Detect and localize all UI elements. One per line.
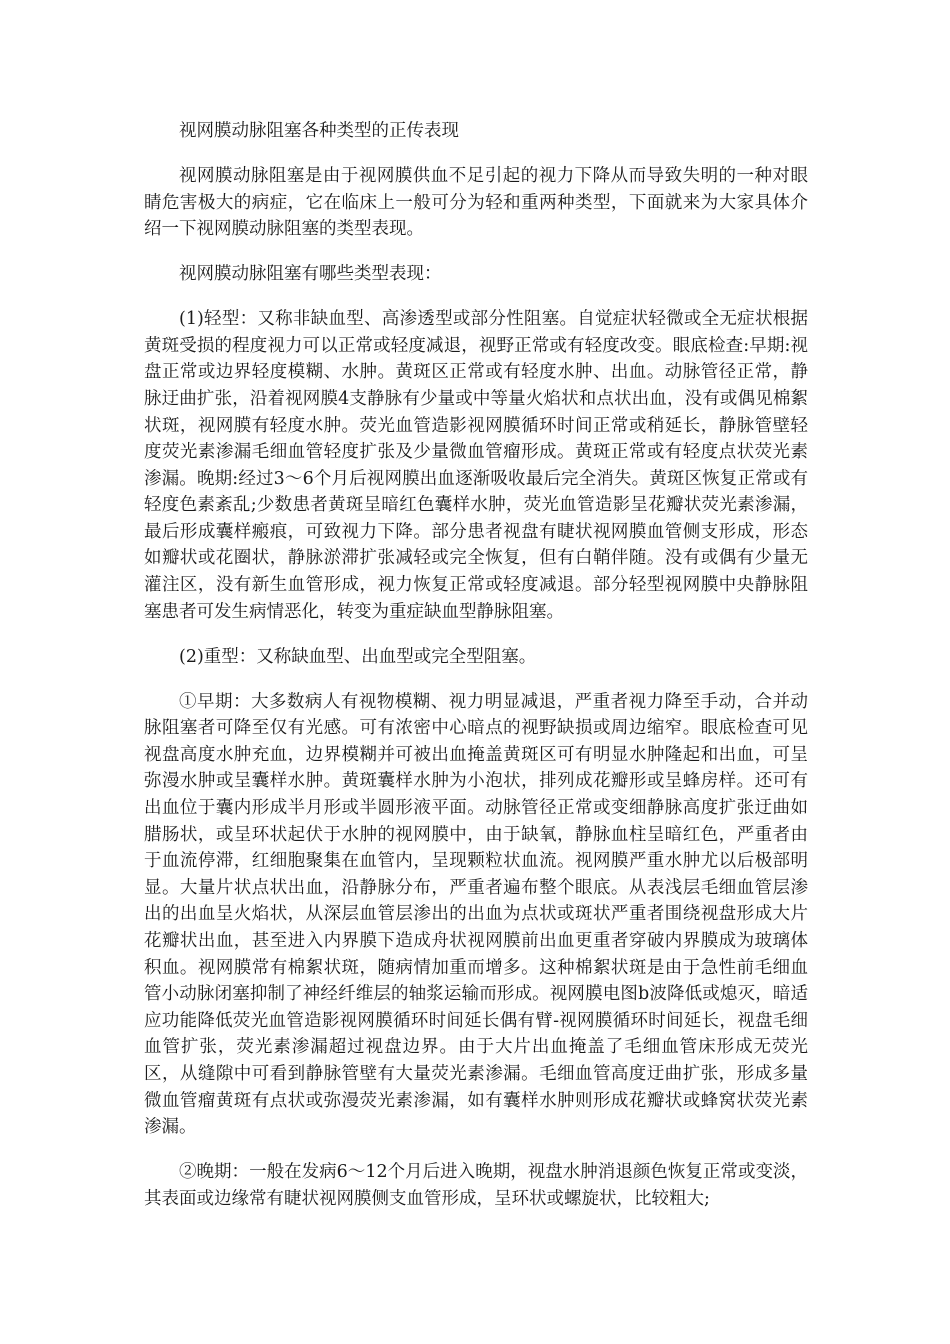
severe-early-stage-paragraph: ①早期：大多数病人有视物模糊、视力明显减退，严重者视力降至手动，合并动脉阻塞者可降至仅有光感。可有浓密中心暗点的视野缺损或周边缩窄。眼底检查可见视盘高度水肿充血，边界模糊并可被出血掩盖黄斑区可有明显水肿隆起和出血，可呈弥漫水肿或呈囊样水肿。黄斑囊样水肿为小泡状，排列成花瓣形或呈蜂房样。还可有出血位于囊内形成半月形或半圆形液平面。动脉管径正常或变细静脉高度扩张迂曲如腊肠状，或呈环状起伏于水肿的视网膜中，由于缺氧，静脉血柱呈暗红色，严重者由于血流停滞，红细胞聚集在血管内，呈现颗粒状血流。视网膜严重水肿尤以后极部明显。大量片状点状出血，沿静脉分布，严重者遍布整个眼底。从表浅层毛细血管层渗出的出血呈火焰状，从深层血管层渗出的出血为点状或斑状严重者围绕视盘形成大片花瓣状出血，甚至进入内界膜下造成舟状视网膜前出血更重者穿破内界膜成为玻璃体积血。视网膜常有棉絮状斑，随病情加重而增多。这种棉絮状斑是由于急性前毛细血管小动脉闭塞抑制了神经纤维层的轴浆运输而形成。视网膜电图b波降低或熄灭，暗适应功能降低荧光血管造影视网膜循环时间延长偶有臂-视网膜循环时间延长，视盘毛细血管扩张，荧光素渗漏超过视盘边界。由于大片出血掩盖了毛细血管床形成无荧光区，从缝隙中可看到静脉管壁有大量荧光素渗漏。毛细血管高度迂曲扩张，形成多量微血管瘤黄斑有点状或弥漫荧光素渗漏，如有囊样水肿则形成花瓣状或蜂窝状荧光素渗漏。 [144, 691, 808, 1138]
severe-late-stage-paragraph: ②晚期：一般在发病6～12个月后进入晚期，视盘水肿消退颜色恢复正常或变淡，其表面或边缘常有睫状视网膜侧支血管形成，呈环状或螺旋状，比较粗大; [144, 1162, 808, 1209]
severe-type-paragraph: (2)重型：又称缺血型、出血型或完全型阻塞。 [179, 646, 537, 667]
document-title: 视网膜动脉阻塞各种类型的正传表现 [179, 121, 459, 141]
mild-type-paragraph: (1)轻型：又称非缺血型、高渗透型或部分性阻塞。自觉症状轻微或全无症状根据黄斑受损的程度视力可以正常或轻度减退，视野正常或有轻度改变。眼底检查:早期:视盘正常或边界轻度模糊、水肿。黄斑区正常或有轻度水肿、出血。动脉管径正常，静脉迂曲扩张，沿着视网膜4支静脉有少量或中等量火焰状和点状出血，没有或偶见棉絮状斑，视网膜有轻度水肿。荧光血管造影视网膜循环时间正常或稍延长，静脉管壁轻度荧光素渗漏毛细血管轻度扩张及少量微血管瘤形成。黄斑正常或有轻度点状荧光素渗漏。晚期:经过3～6个月后视网膜出血逐渐吸收最后完全消失。黄斑区恢复正常或有轻度色素紊乱;少数患者黄斑呈暗红色囊样水肿，荧光血管造影呈花瓣状荧光素渗漏，最后形成囊样瘢痕，可致视力下降。部分患者视盘有睫状视网膜血管侧支形成，形态如瓣状或花圈状，静脉淤滞扩张减轻或完全恢复，但有白鞘伴随。没有或偶有少量无灌注区，没有新生血管形成，视力恢复正常或轻度减退。部分轻型视网膜中央静脉阻塞患者可发生病情恶化，转变为重症缺血型静脉阻塞。 [144, 309, 808, 622]
intro-paragraph: 视网膜动脉阻塞是由于视网膜供血不足引起的视力下降从而导致失明的一种对眼睛危害极大的病症，它在临床上一般可分为轻和重两种类型，下面就来为大家具体介绍一下视网膜动脉阻塞的类型表现。 [144, 165, 808, 240]
types-heading-paragraph: 视网膜动脉阻塞有哪些类型表现： [179, 264, 442, 285]
document-page [144, 118, 808, 1231]
